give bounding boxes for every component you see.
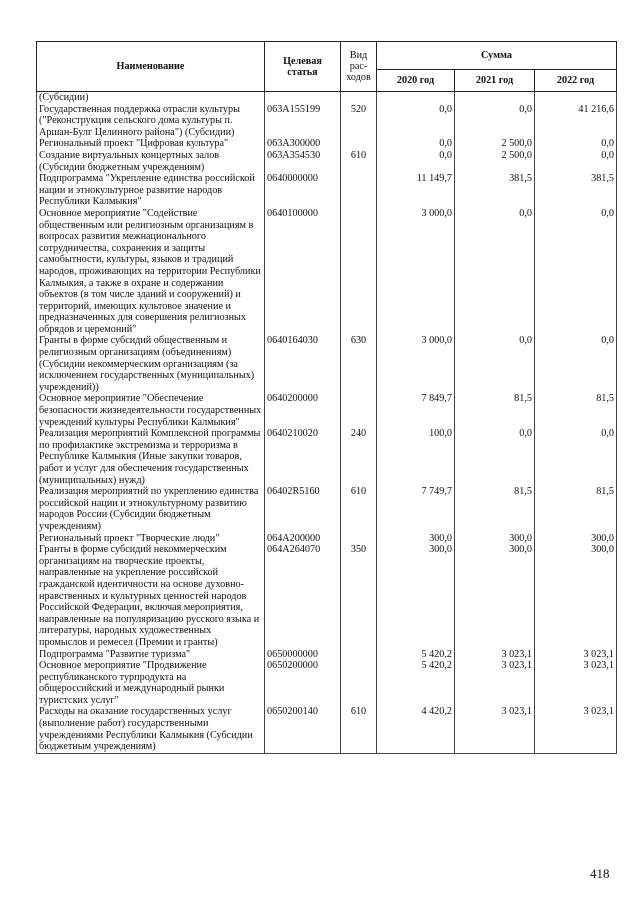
row-value-2020: 0,0 xyxy=(377,104,455,139)
row-value-2022: 3 023,1 xyxy=(535,706,617,753)
row-expense-type: 630 xyxy=(341,335,377,393)
row-name: Реализация мероприятий по укреплению единства российской нации и этнокультурному развитию народов России (Субсидии бюджетным учреждениям) xyxy=(37,486,265,532)
row-value-2022: 300,0 xyxy=(535,544,617,648)
row-expense-type xyxy=(341,660,377,706)
row-value-2021: 3 023,1 xyxy=(455,660,535,706)
table-row xyxy=(37,104,617,139)
row-code: 0650000000 xyxy=(265,649,341,661)
table-row xyxy=(37,173,617,208)
row-expense-type xyxy=(341,138,377,150)
header-2021: 2021 год xyxy=(455,70,535,92)
row-value-2021: 3 023,1 xyxy=(455,649,535,661)
row-code: 063A354530 xyxy=(265,150,341,173)
table-row xyxy=(37,92,617,104)
header-type-line3: ходов xyxy=(346,72,371,83)
row-name: (Субсидии) xyxy=(37,92,265,104)
row-value-2020: 7 849,7 xyxy=(377,393,455,428)
row-code: 0640100000 xyxy=(265,208,341,336)
row-expense-type xyxy=(341,393,377,428)
row-value-2020: 300,0 xyxy=(377,533,455,545)
row-value-2021: 381,5 xyxy=(455,173,535,208)
row-value-2022: 81,5 xyxy=(535,393,617,428)
row-name: Государственная поддержка отрасли культуры ("Реконструкция сельского дома культуры п. Аршан-Булг Целинного района") (Субсидии) xyxy=(37,104,265,139)
row-expense-type: 610 xyxy=(341,706,377,753)
header-name: Наименование xyxy=(37,42,265,92)
row-name: Основное мероприятие "Содействие общественным или религиозным организациям в вопросах развития межнационального сотрудничества, сохранения и защиты самобытности, культуры, языков и традиций народов, проживающих на территории Республики Калмыкия, а также в охране и содержании объектов (в том числе зданий и сооружений) и территорий, имеющих культовое значение и предназначенных для совершения религиозных обрядов и церемоний" xyxy=(37,208,265,336)
header-type-line1: Вид xyxy=(349,50,368,61)
row-value-2020: 0,0 xyxy=(377,138,455,150)
row-name: Региональный проект "Цифровая культура" xyxy=(37,138,265,150)
row-code: 063A300000 xyxy=(265,138,341,150)
row-name: Гранты в форме субсидий общественным и религиозным организациям (объединениям) (Субсидии некоммерческим организациям (за исключением государственных (муниципальных) учреждений)) xyxy=(37,335,265,393)
row-expense-type: 350 xyxy=(341,544,377,648)
row-code: 0640210020 xyxy=(265,428,341,486)
row-value-2021: 2 500,0 xyxy=(455,150,535,173)
row-value-2021: 3 023,1 xyxy=(455,706,535,753)
row-value-2022: 3 023,1 xyxy=(535,660,617,706)
row-code: 0640200000 xyxy=(265,393,341,428)
row-name: Региональный проект "Творческие люди" xyxy=(37,533,265,545)
page-number: 418 xyxy=(590,866,610,881)
header-type-line2: рас- xyxy=(349,61,368,72)
table-row xyxy=(37,208,617,336)
row-value-2021: 81,5 xyxy=(455,486,535,532)
row-value-2022: 0,0 xyxy=(535,138,617,150)
table-row xyxy=(37,660,617,706)
row-expense-type xyxy=(341,208,377,336)
row-name: Реализация мероприятий Комплексной программы по профилактике экстремизма и терроризма в Республике Калмыкия (Иные закупки товаров, работ и услуг для обеспечения государственных (муниципальных) нужд) xyxy=(37,428,265,486)
row-value-2020: 11 149,7 xyxy=(377,173,455,208)
row-value-2020: 3 000,0 xyxy=(377,335,455,393)
row-expense-type: 610 xyxy=(341,486,377,532)
table-row xyxy=(37,428,617,486)
table-row xyxy=(37,393,617,428)
table-row xyxy=(37,335,617,393)
row-value-2020: 7 749,7 xyxy=(377,486,455,532)
row-value-2022: 0,0 xyxy=(535,335,617,393)
row-code: 0640164030 xyxy=(265,335,341,393)
row-value-2022: 0,0 xyxy=(535,428,617,486)
table-row xyxy=(37,649,617,661)
row-value-2022 xyxy=(535,92,617,104)
row-value-2021: 0,0 xyxy=(455,208,535,336)
row-value-2020: 4 420,2 xyxy=(377,706,455,753)
row-code: 0650200000 xyxy=(265,660,341,706)
table-row xyxy=(37,138,617,150)
row-code: 063A155199 xyxy=(265,104,341,139)
row-value-2020: 5 420,2 xyxy=(377,649,455,661)
row-expense-type xyxy=(341,533,377,545)
row-value-2022: 81,5 xyxy=(535,486,617,532)
table-row xyxy=(37,150,617,173)
header-2022: 2022 год xyxy=(535,70,617,92)
row-name: Подпрограмма "Укрепление единства российской нации и этнокультурное развитие народов Республики Калмыкия" xyxy=(37,173,265,208)
table-row xyxy=(37,706,617,753)
row-value-2020: 5 420,2 xyxy=(377,660,455,706)
row-code: 064A200000 xyxy=(265,533,341,545)
row-name: Подпрограмма "Развитие туризма" xyxy=(37,649,265,661)
table-body xyxy=(37,92,617,754)
row-value-2020: 100,0 xyxy=(377,428,455,486)
row-value-2021: 2 500,0 xyxy=(455,138,535,150)
row-value-2022: 300,0 xyxy=(535,533,617,545)
row-value-2020: 0,0 xyxy=(377,150,455,173)
row-name: Основное мероприятие "Продвижение республиканского турпродукта на общероссийский и международный рынки туристских услуг" xyxy=(37,660,265,706)
header-row xyxy=(37,42,617,70)
row-code xyxy=(265,92,341,104)
row-value-2022: 0,0 xyxy=(535,208,617,336)
row-expense-type: 240 xyxy=(341,428,377,486)
row-value-2021: 0,0 xyxy=(455,428,535,486)
row-code: 064A264070 xyxy=(265,544,341,648)
row-value-2020 xyxy=(377,92,455,104)
row-value-2020: 3 000,0 xyxy=(377,208,455,336)
row-expense-type: 610 xyxy=(341,150,377,173)
row-value-2021: 300,0 xyxy=(455,544,535,648)
row-value-2021: 0,0 xyxy=(455,335,535,393)
header-sum: Сумма xyxy=(377,42,617,70)
row-code: 0650200140 xyxy=(265,706,341,753)
row-value-2022: 381,5 xyxy=(535,173,617,208)
budget-sheet xyxy=(36,41,616,754)
table-row xyxy=(37,544,617,648)
row-name: Основное мероприятие "Обеспечение безопасности жизнедеятельности государственных учреждений культуры Республики Калмыкия" xyxy=(37,393,265,428)
row-name: Гранты в форме субсидий некоммерческим организациям на творческие проекты, направленные на укрепление российской гражданской идентичности на основе духовно-нравственных и культурных ценностей народов Российской Федерации, включая мероприятия, направленные на популяризацию русского языка и литературы, народных художественных промыслов и ремесел (Премии и гранты) xyxy=(37,544,265,648)
row-value-2022: 3 023,1 xyxy=(535,649,617,661)
row-expense-type xyxy=(341,173,377,208)
row-value-2021: 0,0 xyxy=(455,104,535,139)
row-expense-type: 520 xyxy=(341,104,377,139)
row-expense-type xyxy=(341,92,377,104)
row-value-2022: 0,0 xyxy=(535,150,617,173)
row-name: Создание виртуальных концертных залов (Субсидии бюджетным учреждениям) xyxy=(37,150,265,173)
table-row xyxy=(37,533,617,545)
row-code: 06402R5160 xyxy=(265,486,341,532)
table-row xyxy=(37,486,617,532)
row-name: Расходы на оказание государственных услуг (выполнение работ) государственными учреждениями Республики Калмыкия (Субсидии бюджетным учреждениям) xyxy=(37,706,265,753)
row-value-2021: 81,5 xyxy=(455,393,535,428)
header-target: Целевая статья xyxy=(265,42,341,92)
row-code: 0640000000 xyxy=(265,173,341,208)
row-value-2022: 41 216,6 xyxy=(535,104,617,139)
row-value-2021: 300,0 xyxy=(455,533,535,545)
row-expense-type xyxy=(341,649,377,661)
budget-table xyxy=(36,41,617,754)
row-value-2021 xyxy=(455,92,535,104)
header-2020: 2020 год xyxy=(377,70,455,92)
row-value-2020: 300,0 xyxy=(377,544,455,648)
header-type xyxy=(341,42,377,92)
